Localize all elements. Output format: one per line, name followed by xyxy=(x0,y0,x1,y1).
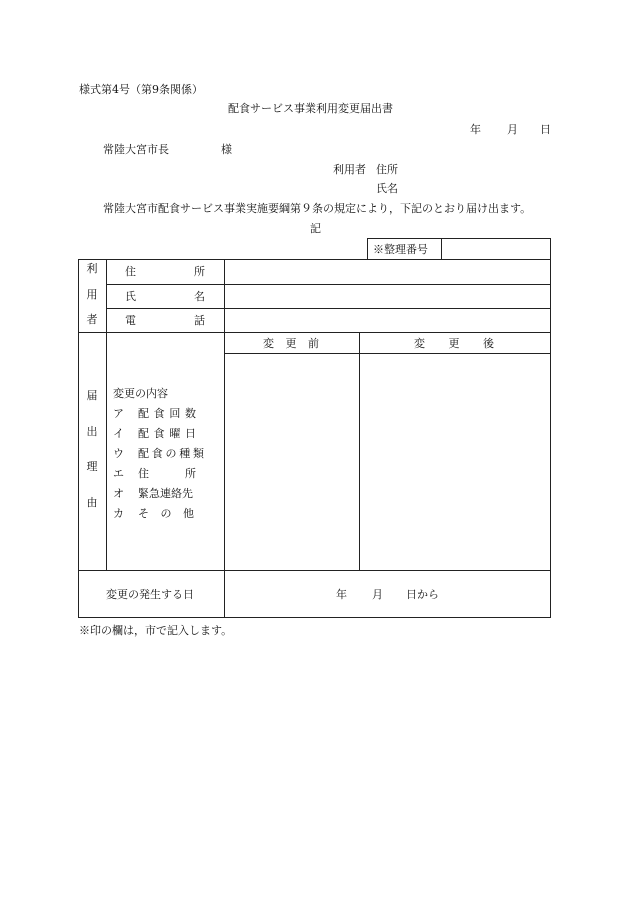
user-name-label: 氏 名 xyxy=(125,290,205,303)
applicant-address-label: 住所 xyxy=(376,163,398,176)
form-number: 様式第4号（第9条関係） xyxy=(79,83,203,96)
user-header-char: 利 xyxy=(86,262,98,275)
change-item-mark: イ xyxy=(113,427,124,440)
ki-label: 記 xyxy=(310,222,321,235)
change-item: 配 食 曜 日 xyxy=(138,427,196,440)
date-day: 日 xyxy=(540,123,551,136)
change-item: 配 食 の 種 類 xyxy=(138,447,204,460)
change-item-mark: カ xyxy=(113,507,124,520)
change-date-year: 年 xyxy=(336,588,347,601)
applicant-name-label: 氏名 xyxy=(376,182,398,195)
change-item-mark: オ xyxy=(113,487,124,500)
change-item-mark: ウ xyxy=(113,447,124,460)
change-items-title: 変更の内容 xyxy=(113,387,168,400)
reason-header-char: 理 xyxy=(86,460,98,474)
user-header-char: 者 xyxy=(86,313,98,326)
reason-header-char: 届 xyxy=(86,389,98,402)
change-item: 住 所 xyxy=(138,467,196,480)
form-title: 配食サービス事業利用変更届出書 xyxy=(228,102,393,115)
footnote: ※印の欄は，市で記入します。 xyxy=(79,624,233,637)
body-text: 常陸大宮市配食サービス事業実施要綱第９条の規定により，下記のとおり届け出ます。 xyxy=(103,202,532,215)
addressee-name: 常陸大宮市長 xyxy=(103,143,169,156)
user-phone-label: 電 話 xyxy=(125,314,205,327)
change-item: そ の 他 xyxy=(138,507,194,520)
change-item-mark: エ xyxy=(113,467,124,480)
reference-no-label: ※整理番号 xyxy=(373,243,428,256)
date-year: 年 xyxy=(470,123,481,136)
after-change-label: 変 更 後 xyxy=(414,337,494,350)
change-item: 配 食 回 数 xyxy=(138,407,196,420)
change-item-mark: ア xyxy=(113,407,124,420)
applicant-role: 利用者 xyxy=(333,163,366,176)
after-change-field[interactable] xyxy=(360,354,550,569)
date-month: 月 xyxy=(507,123,518,136)
change-date-month: 月 xyxy=(372,588,383,601)
user-section-header xyxy=(84,263,100,325)
addressee-honorific: 様 xyxy=(221,143,232,156)
user-address-field[interactable] xyxy=(225,260,550,284)
user-phone-field[interactable] xyxy=(225,309,550,332)
before-change-field[interactable] xyxy=(225,354,358,569)
user-address-label: 住 所 xyxy=(125,265,205,278)
user-name-field[interactable] xyxy=(225,285,550,308)
change-date-day-from: 日から xyxy=(406,588,439,601)
before-change-label: 変 更 前 xyxy=(263,337,319,350)
reason-section-header xyxy=(84,390,100,508)
change-item: 緊急連絡先 xyxy=(138,487,193,500)
reason-header-char: 由 xyxy=(86,495,98,509)
reason-header-char: 出 xyxy=(86,424,98,438)
change-date-label: 変更の発生する日 xyxy=(106,588,194,601)
user-header-char: 用 xyxy=(86,287,98,301)
